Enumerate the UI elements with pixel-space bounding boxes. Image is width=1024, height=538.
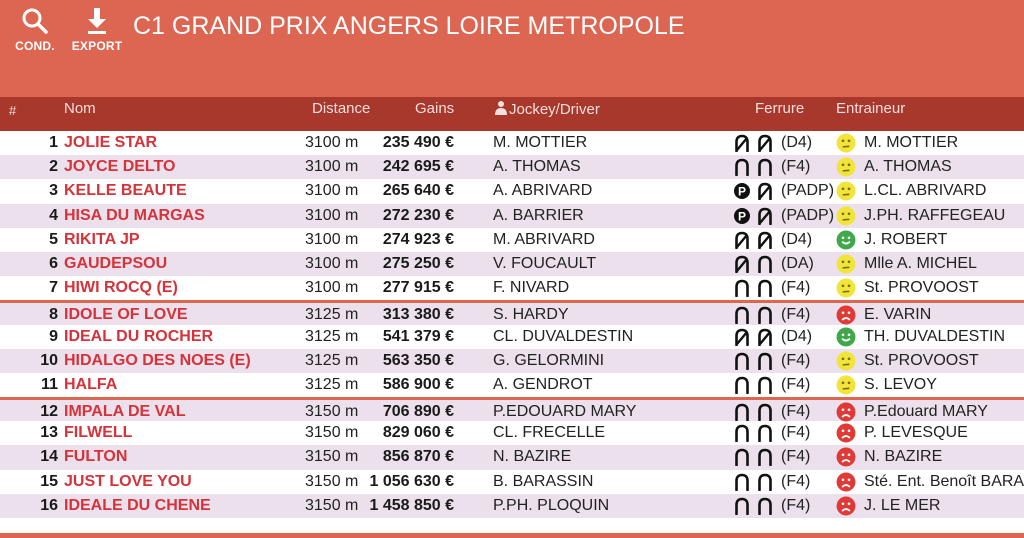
trainer-form-neutral-icon [836, 133, 856, 153]
horseshoe-back-icon [756, 182, 774, 200]
distance: 3100 m [305, 279, 359, 297]
runner-number: 4 [49, 206, 58, 224]
table-row[interactable] [0, 300, 1024, 324]
runner-number: 6 [49, 254, 58, 272]
distance: 3150 m [305, 496, 359, 514]
jockey-name: F. NIVARD [493, 279, 570, 297]
distance: 3150 m [305, 403, 359, 421]
ferrure-code: (F4) [781, 403, 811, 421]
ferrure-code: (PADP) [781, 182, 835, 200]
jockey-name: M. ABRIVARD [493, 230, 595, 248]
horse-name[interactable]: RIKITA JP [64, 230, 140, 248]
horse-name[interactable]: JOYCE DELTO [64, 158, 176, 176]
distance: 3125 m [305, 351, 359, 369]
gains: 829 060 € [382, 424, 454, 442]
distance: 3125 m [305, 375, 359, 393]
horseshoe-front-icon [733, 376, 751, 394]
cond-button[interactable] [6, 6, 64, 53]
runner-number: 3 [49, 182, 58, 200]
runner-number: 2 [49, 158, 58, 176]
jockey-name: A. ABRIVARD [493, 182, 593, 200]
jockey-name: M. MOTTIER [493, 134, 588, 151]
trainer-name: E. VARIN [864, 306, 932, 324]
gains: 235 490 € [382, 134, 454, 151]
trainer-name: St. PROVOOST [864, 351, 979, 369]
trainer-name: J.PH. RAFFEGEAU [864, 206, 1006, 224]
horseshoe-back-icon [756, 306, 774, 324]
horseshoe-front-icon [733, 424, 751, 442]
horse-name[interactable]: FULTON [64, 448, 128, 466]
ferrure-code: (F4) [781, 496, 811, 514]
horseshoe-front-icon [733, 255, 751, 273]
horseshoe-front-icon [733, 473, 751, 491]
distance: 3100 m [305, 254, 359, 272]
distance: 3100 m [305, 182, 359, 200]
runner-number: 13 [40, 424, 58, 442]
table-row[interactable] [0, 131, 1024, 155]
runner-number: 11 [41, 375, 58, 393]
distance: 3150 m [305, 472, 359, 490]
trainer-name: Sté. Ent. Benoît BARA [864, 472, 1024, 490]
trainer-name: S. LEVOY [864, 375, 937, 393]
gains: 1 458 850 € [369, 496, 454, 514]
jockey-name: S. HARDY [493, 306, 569, 324]
table-row[interactable] [0, 325, 1024, 349]
table-row[interactable] [0, 349, 1024, 373]
horseshoe-front-icon [733, 231, 751, 249]
horseshoe-back-icon [756, 158, 774, 176]
jockey-name: CL. DUVALDESTIN [493, 327, 634, 345]
trainer-form-happy-icon [836, 230, 856, 250]
table-row[interactable] [0, 397, 1024, 421]
ferrure-code: (F4) [781, 306, 811, 324]
svg-text:P: P [737, 209, 747, 224]
horseshoe-front-icon [733, 134, 751, 152]
ferrure-code: (F4) [781, 448, 811, 466]
horse-name[interactable]: FILWELL [64, 424, 133, 442]
horse-name[interactable]: IDEALE DU CHENE [64, 496, 211, 514]
col-gains[interactable]: Gains [415, 100, 455, 117]
gains: 586 900 € [382, 375, 454, 393]
horseshoe-front-icon [733, 306, 751, 324]
table-row[interactable] [0, 252, 1024, 276]
search-icon [20, 6, 50, 36]
trainer-form-neutral-icon [836, 278, 856, 298]
trainer-name: A. THOMAS [864, 158, 952, 176]
trainer-form-sad-icon [836, 496, 856, 516]
trainer-name: N. BAZIRE [864, 448, 943, 466]
horseshoe-front-icon [733, 497, 751, 515]
table-row[interactable] [0, 470, 1024, 494]
table-row[interactable] [0, 276, 1024, 300]
horseshoe-back-icon [756, 376, 774, 394]
ferrure-code: (F4) [781, 472, 811, 490]
gains: 277 915 € [382, 279, 454, 297]
table-row[interactable] [0, 228, 1024, 252]
trainer-name: J. ROBERT [864, 230, 948, 248]
bottom-divider [0, 533, 1024, 538]
jockey-name: CL. FRECELLE [493, 424, 606, 442]
gains: 274 923 € [382, 230, 454, 248]
horseshoe-back-icon [756, 352, 774, 370]
trainer-form-sad-icon [836, 472, 856, 492]
trainer-name: TH. DUVALDESTIN [864, 327, 1006, 345]
col-ferrure[interactable]: Ferrure [755, 100, 805, 117]
ferrure-code: (PADP) [781, 206, 835, 224]
gains: 313 380 € [382, 306, 454, 324]
trainer-name: L.CL. ABRIVARD [864, 182, 987, 200]
horse-name[interactable]: JUST LOVE YOU [64, 472, 192, 490]
jockey-name: N. BAZIRE [493, 448, 572, 466]
download-icon [82, 6, 112, 36]
horse-name[interactable]: GAUDEPSOU [64, 254, 168, 272]
ferrure-code: (F4) [781, 351, 811, 369]
top-app-bar [0, 0, 1024, 97]
runner-number: 10 [40, 351, 58, 369]
horse-name[interactable]: HISA DU MARGAS [64, 206, 205, 224]
col-num: # [9, 103, 17, 118]
trainer-form-happy-icon [836, 327, 856, 347]
horseshoe-back-icon [756, 448, 774, 466]
horseshoe-front-icon [733, 448, 751, 466]
horse-name[interactable]: IDEAL DU ROCHER [64, 327, 214, 345]
horseshoe-back-icon [756, 207, 774, 225]
gains: 541 379 € [382, 327, 454, 345]
runner-number: 14 [40, 448, 58, 466]
ferrure-code: (D4) [781, 134, 813, 151]
trainer-form-neutral-icon [836, 254, 856, 274]
horse-name[interactable]: HIDALGO DES NOES (E) [64, 351, 251, 369]
table-header [0, 97, 1024, 131]
trainer-form-sad-icon [836, 305, 856, 325]
runner-number: 15 [40, 472, 58, 490]
horseshoe-back-icon [756, 231, 774, 249]
runner-number: 1 [49, 134, 58, 151]
trainer-name: M. MOTTIER [864, 134, 959, 151]
trainer-form-neutral-icon [836, 375, 856, 395]
horseshoe-back-icon [756, 255, 774, 273]
jockey-name: G. GELORMINI [493, 351, 605, 369]
ferrure-code: (F4) [781, 279, 811, 297]
horseshoe-front-icon [733, 279, 751, 297]
trainer-form-neutral-icon [836, 206, 856, 226]
horseshoe-back-icon [756, 424, 774, 442]
distance: 3125 m [305, 327, 359, 345]
horseshoe-front-icon [733, 328, 751, 346]
runner-number: 9 [49, 327, 58, 345]
gains: 242 695 € [382, 158, 454, 176]
table-row[interactable] [0, 204, 1024, 228]
runners-table [0, 131, 1024, 518]
trainer-form-sad-icon [836, 423, 856, 443]
distance: 3100 m [305, 158, 359, 176]
trainer-form-neutral-icon [836, 181, 856, 201]
horse-name[interactable]: HALFA [64, 375, 118, 393]
horseshoe-back-icon [756, 473, 774, 491]
trainer-name: St. PROVOOST [864, 279, 979, 297]
gains: 1 056 630 € [369, 472, 454, 490]
horseshoe-back-icon [756, 328, 774, 346]
jockey-icon [493, 100, 509, 116]
gains: 856 870 € [382, 448, 454, 466]
ferrure-code: (DA) [781, 254, 814, 272]
horseshoe-front-icon [733, 158, 751, 176]
export-label: EXPORT [71, 39, 123, 53]
col-jockey-label: Jockey/Driver [509, 101, 600, 118]
distance: 3100 m [305, 206, 359, 224]
distance: 3125 m [305, 306, 359, 324]
gains: 272 230 € [382, 206, 454, 224]
runner-number: 12 [40, 403, 58, 421]
jockey-name: P.EDOUARD MARY [493, 403, 637, 421]
trainer-form-sad-icon [836, 447, 856, 467]
horseshoe-back-icon [756, 403, 774, 421]
trainer-name: P.Edouard MARY [864, 403, 988, 421]
trainer-form-neutral-icon [836, 351, 856, 371]
trainer-form-sad-icon [836, 402, 856, 422]
table-row[interactable] [0, 445, 1024, 469]
distance: 3100 m [305, 134, 359, 151]
ferrure-code: (F4) [781, 158, 811, 176]
table-row[interactable] [0, 155, 1024, 179]
gains: 563 350 € [382, 351, 454, 369]
table-row[interactable] [0, 494, 1024, 518]
table-row[interactable] [0, 373, 1024, 397]
trainer-name: J. LE MER [864, 496, 941, 514]
gains: 706 890 € [382, 403, 454, 421]
runner-number: 16 [40, 496, 58, 514]
ferrure-code: (F4) [781, 424, 811, 442]
trainer-name: Mlle A. MICHEL [864, 254, 977, 272]
jockey-name: B. BARASSIN [493, 472, 594, 490]
col-entraineur[interactable]: Entraineur [836, 100, 906, 117]
jockey-name: V. FOUCAULT [493, 254, 597, 272]
distance: 3100 m [305, 230, 359, 248]
horse-name[interactable]: KELLE BEAUTE [64, 182, 187, 200]
horseshoe-back-icon [756, 134, 774, 152]
col-nom[interactable]: Nom [64, 100, 96, 117]
distance: 3150 m [305, 424, 359, 442]
page-title: C1 GRAND PRIX ANGERS LOIRE METROPOLE [133, 12, 685, 40]
export-button[interactable] [68, 6, 126, 53]
runner-number: 8 [49, 306, 58, 324]
svg-text:P: P [737, 184, 747, 199]
horseshoe-front-icon [733, 403, 751, 421]
horseshoe-front-icon [733, 207, 751, 225]
horseshoe-back-icon [756, 497, 774, 515]
jockey-name: A. BARRIER [493, 206, 584, 224]
trainer-form-neutral-icon [836, 157, 856, 177]
horseshoe-back-icon [756, 279, 774, 297]
ferrure-code: (D4) [781, 327, 813, 345]
distance: 3150 m [305, 448, 359, 466]
ferrure-code: (F4) [781, 375, 811, 393]
jockey-name: P.PH. PLOQUIN [493, 496, 610, 514]
horseshoe-front-icon [733, 182, 751, 200]
gains: 275 250 € [382, 254, 454, 272]
runner-number: 5 [49, 230, 58, 248]
horse-name[interactable]: IMPALA DE VAL [64, 403, 186, 421]
horse-name[interactable]: IDOLE OF LOVE [64, 306, 188, 324]
jockey-name: A. GENDROT [493, 375, 593, 393]
table-row[interactable] [0, 421, 1024, 445]
horse-name[interactable]: HIWI ROCQ (E) [64, 279, 178, 297]
jockey-name: A. THOMAS [493, 158, 581, 176]
ferrure-code: (D4) [781, 230, 813, 248]
cond-label: COND. [15, 39, 55, 53]
col-jockey[interactable] [493, 100, 600, 118]
trainer-name: P. LEVESQUE [864, 424, 968, 442]
table-row[interactable] [0, 179, 1024, 203]
col-distance[interactable]: Distance [312, 100, 371, 117]
horseshoe-front-icon [733, 352, 751, 370]
runner-number: 7 [49, 279, 58, 297]
gains: 265 640 € [382, 182, 454, 200]
horse-name[interactable]: JOLIE STAR [64, 134, 158, 151]
